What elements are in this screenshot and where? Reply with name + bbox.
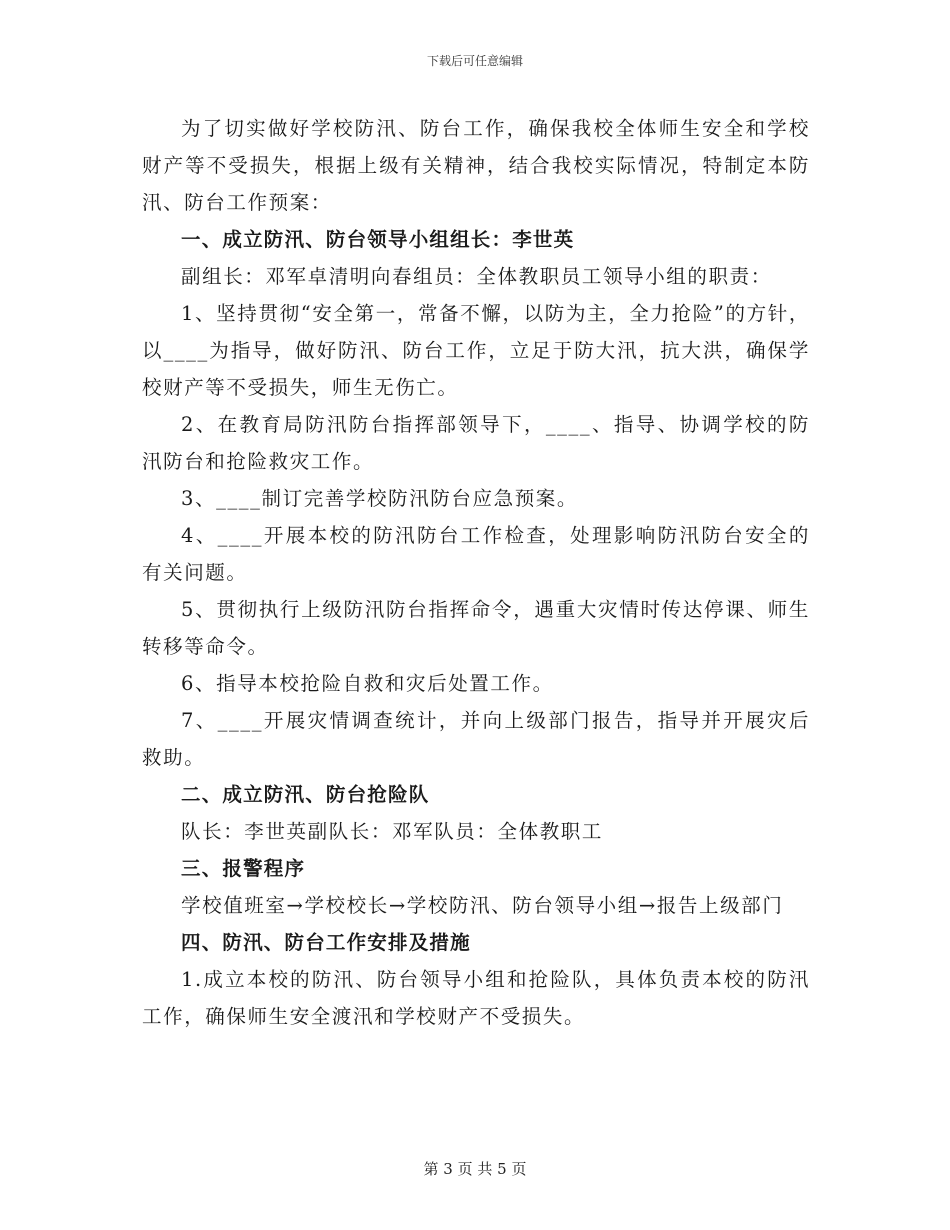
page-header-note: 下载后可任意编辑	[426, 54, 523, 68]
duty-item-3: 3、____制订完善学校防汛防台应急预案。	[181, 487, 579, 510]
section-heading-3: 三、报警程序	[181, 857, 306, 880]
leadership-members-paragraph: 副组长：邓军卓清明向春组员：全体教职员工领导小组的职责：	[181, 265, 772, 288]
rescue-team-paragraph: 队长：李世英副队长：邓军队员：全体教职工	[181, 820, 604, 843]
section-heading-1: 一、成立防汛、防台领导小组组长：李世英	[181, 228, 575, 251]
page-number-footer: 第 3 页 共 5 页	[423, 1160, 527, 1178]
alarm-procedure-paragraph: 学校值班室→学校校长→学校防汛、防台领导小组→报告上级部门	[181, 894, 784, 917]
duty-item-5: 5、贯彻执行上级防汛防台指挥命令，遇重大灾情时传达停课、师生转移等命令。	[142, 598, 810, 658]
document-body	[142, 110, 810, 1035]
duty-item-2: 2、在教育局防汛防台指挥部领导下，____、指导、协调学校的防汛防台和抢险救灾工作。	[142, 413, 810, 473]
duty-item-4: 4、____开展本校的防汛防台工作检查，处理影响防汛防台安全的有关问题。	[142, 524, 810, 584]
section-heading-2: 二、成立防汛、防台抢险队	[181, 783, 430, 806]
measure-item-1: 1.成立本校的防汛、防台领导小组和抢险队，具体负责本校的防汛工作，确保师生安全渡汛和学校财产不受损失。	[142, 968, 810, 1028]
section-heading-4: 四、防汛、防台工作安排及措施	[181, 931, 471, 954]
intro-paragraph: 为了切实做好学校防汛、防台工作，确保我校全体师生安全和学校财产等不受损失，根据上级有关精神，结合我校实际情况，特制定本防汛、防台工作预案：	[142, 117, 810, 214]
duty-item-7: 7、____开展灾情调查统计，并向上级部门报告，指导并开展灾后救助。	[142, 709, 810, 769]
duty-item-1: 1、坚持贯彻“安全第一，常备不懈，以防为主，全力抢险”的方针，以____为指导，做好防汛、防台工作，立足于防大汛，抗大洪，确保学校财产等不受损失，师生无伤亡。	[142, 302, 810, 399]
duty-item-6: 6、指导本校抢险自救和灾后处置工作。	[181, 672, 554, 695]
